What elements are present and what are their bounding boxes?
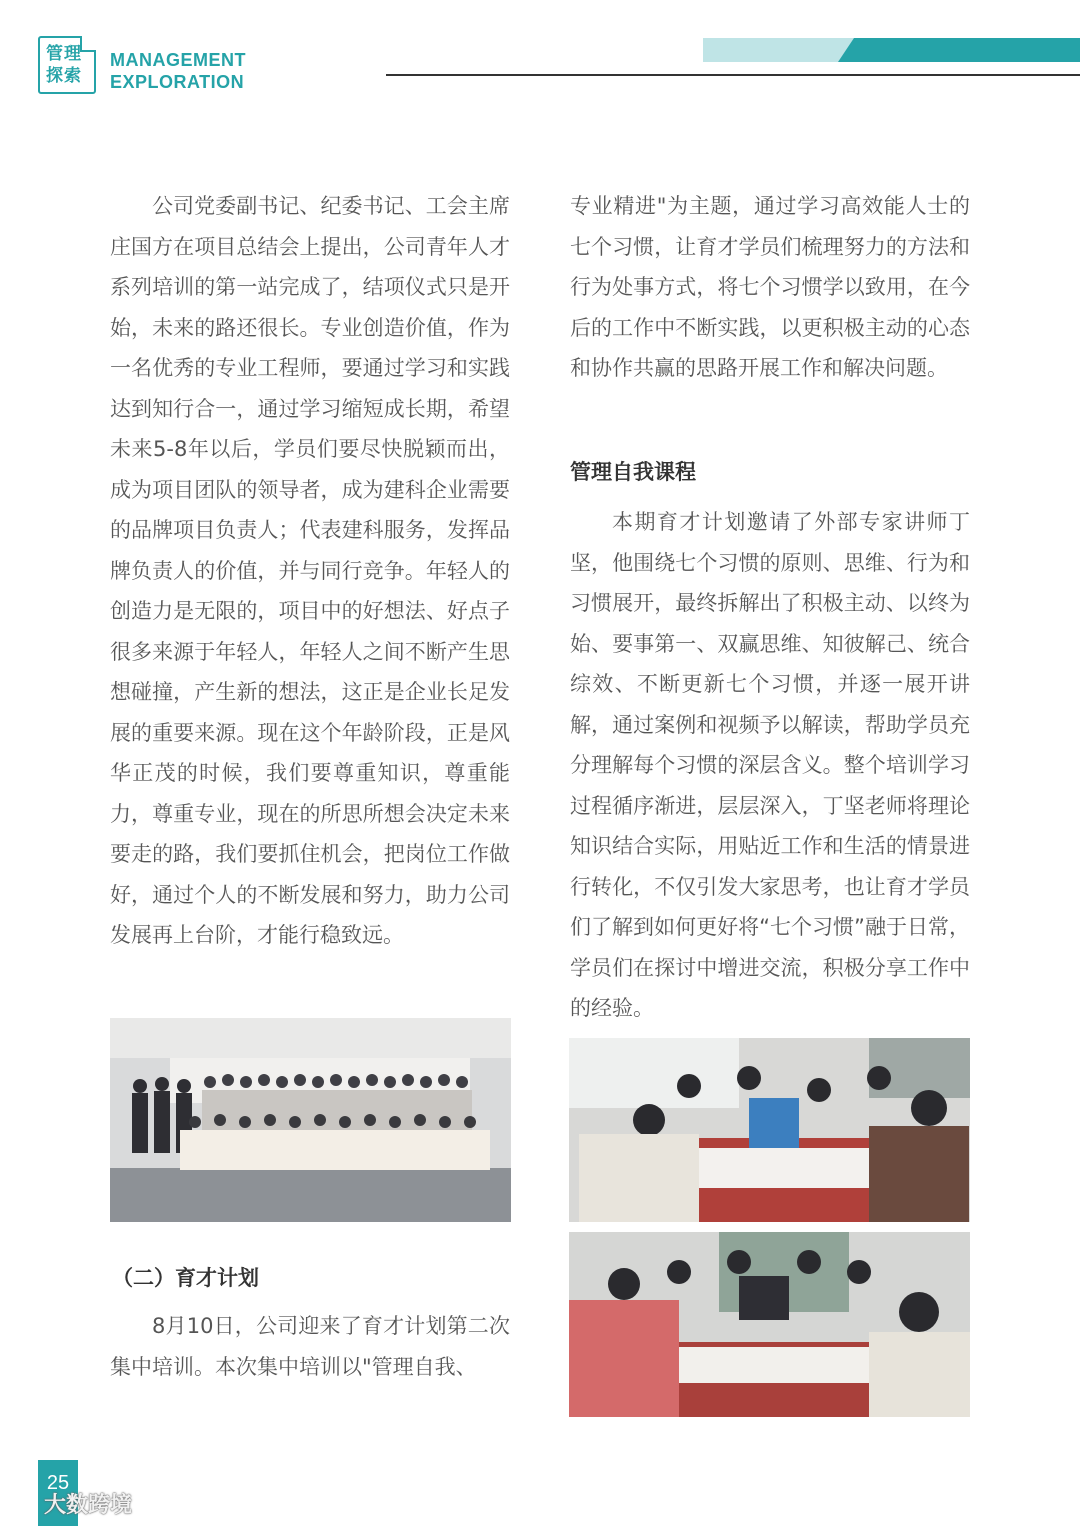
watermark-text: 大数跨境: [44, 1493, 133, 1518]
paragraph-training-intro: 8月10日，公司迎来了育才计划第二次集中培训。本次集中培训以"管理自我、: [110, 1314, 510, 1379]
left-column-bottom: [110, 1306, 510, 1387]
header-rule: [386, 74, 1080, 76]
classroom-photo-1: [569, 1038, 970, 1222]
page-number: 25: [38, 1460, 78, 1526]
logo-text-line1: 管理: [46, 44, 82, 64]
section-heading-talent-plan: （二）育才计划: [112, 1266, 259, 1290]
right-column-course: [570, 502, 970, 1029]
section-heading-self-management: 管理自我课程: [570, 460, 696, 484]
header-band-dark: [838, 38, 1080, 62]
paragraph-course: 本期育才计划邀请了外部专家讲师丁坚，他围绕七个习惯的原则、思维、行为和习惯展开，最终拆解出了积极主动、以终为始、要事第一、双赢思维、知彼解己、统合综效、不断更新七个习惯，并逐一展开讲解，通过案例和视频予以解读，帮助学员充分理解每个习惯的深层含义。整个培训学习过程循序渐进，层层深入，丁坚老师将理论知识结合实际，用贴近工作和生活的情景进行转化，不仅引发大家思考，也让育才学员们了解到如何更好将“七个习惯”融于日常，学员们在探讨中增进交流，积极分享工作中的经验。: [570, 510, 970, 1020]
logo-text-line2: 探索: [46, 66, 82, 86]
watermark-logo-icon: [12, 1492, 34, 1510]
group-photo: [110, 1018, 511, 1222]
classroom-photo-2: [569, 1232, 970, 1417]
right-column: [570, 186, 970, 389]
left-column: [110, 186, 510, 956]
magazine-title-line2: EXPLORATION: [110, 72, 245, 92]
paragraph-summary: 公司党委副书记、纪委书记、工会主席庄国方在项目总结会上提出，公司青年人才系列培训的第一站完成了，结项仪式只是开始，未来的路还很长。专业创造价值，作为一名优秀的专业工程师，要通过学习和实践达到知行合一，通过学习缩短成长期，希望未来5-8年以后，学员们要尽快脱颖而出，成为项目团队的领导者，成为建科企业需要的品牌项目负责人；代表建科服务，发挥品牌负责人的价值，并与同行竞争。年轻人的创造力是无限的，项目中的好想法、好点子很多来源于年轻人，年轻人之间不断产生思想碰撞，产生新的想法，这正是企业长足发展的重要来源。现在这个年龄阶段，正是风华正茂的时候，我们要尊重知识，尊重能力，尊重专业，现在的所思所想会决定未来要走的路，我们要抓住机会，把岗位工作做好，通过个人的不断发展和努力，助力公司发展再上台阶，才能行稳致远。: [110, 194, 510, 947]
header-logo: [38, 36, 96, 94]
paragraph-theme: 专业精进"为主题，通过学习高效能人士的七个习惯，让育才学员们梳理努力的方法和行为处事方式，将七个习惯学以致用，在今后的工作中不断实践，以更积极主动的心态和协作共赢的思路开展工作和解决问题。: [570, 194, 970, 380]
magazine-title-line1: MANAGEMENT: [110, 50, 246, 70]
